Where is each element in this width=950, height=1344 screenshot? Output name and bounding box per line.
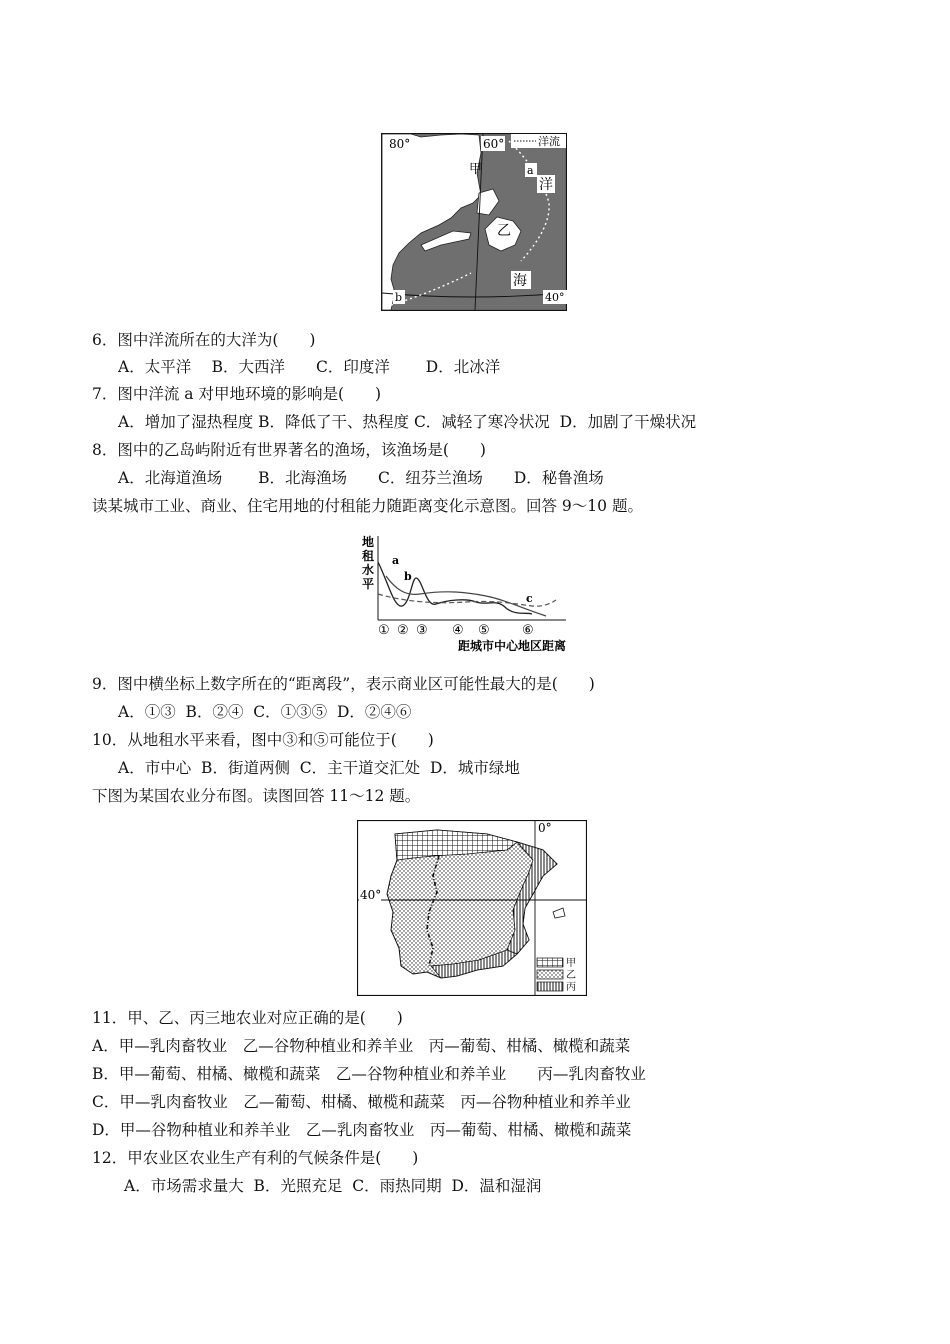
question-6-stem: 6．图中洋流所在的大洋为( ) bbox=[92, 331, 316, 349]
question-8-stem: 8．图中的乙岛屿附近有世界著名的渔场，该渔场是( ) bbox=[92, 441, 486, 459]
question-9-stem: 9．图中横坐标上数字所在的“距离段”，表示商业区可能性最大的是( ) bbox=[92, 675, 595, 693]
legend-bing: 丙 bbox=[566, 982, 576, 993]
label-hai: 海 bbox=[513, 273, 527, 289]
land-rent-chart bbox=[356, 532, 596, 656]
agriculture-map bbox=[357, 820, 587, 996]
label-jia: 甲 bbox=[469, 162, 483, 177]
lat-40-label-map2: 40° bbox=[360, 888, 382, 902]
intro-questions-9-10: 读某城市工业、商业、住宅用地的付租能力随距离变化示意图。回答 9～10 题。 bbox=[92, 497, 643, 515]
question-11-option-a: A．甲—乳肉畜牧业 乙—谷物种植业和养羊业 丙—葡萄、柑橘、橄榄和蔬菜 bbox=[92, 1037, 631, 1055]
series-label-b: b bbox=[404, 570, 412, 583]
lon-80-label: 80° bbox=[389, 137, 411, 151]
x-tick-3: ③ bbox=[416, 623, 428, 638]
question-7-options: A．增加了湿热程度 B．降低了干、热程度 C．减轻了寒冷状况 D．加剧了干燥状况 bbox=[118, 413, 697, 431]
label-yang: 洋 bbox=[539, 177, 553, 193]
question-6-options: A．太平洋 B．大西洋 C．印度洋 D．北冰洋 bbox=[118, 358, 501, 376]
lon-60-label: 60° bbox=[483, 137, 505, 151]
y-label-char-3: 水 bbox=[362, 563, 375, 577]
question-11-option-b: B．甲—葡萄、柑橘、橄榄和蔬菜 乙—谷物种植业和养羊业 丙—乳肉畜牧业 bbox=[92, 1065, 646, 1083]
y-label-char-2: 租 bbox=[362, 549, 375, 563]
question-11-option-d: D．甲—谷物种植业和养羊业 乙—乳肉畜牧业 丙—葡萄、柑橘、橄榄和蔬菜 bbox=[92, 1121, 632, 1139]
x-tick-5: ⑤ bbox=[478, 623, 490, 638]
question-10-stem: 10．从地租水平来看，图中③和⑤可能位于( ) bbox=[92, 731, 434, 749]
x-axis-label: 距城市中心地区距离 bbox=[458, 639, 567, 653]
question-11-option-c: C．甲—乳肉畜牧业 乙—葡萄、柑橘、橄榄和蔬菜 丙—谷物种植业和养羊业 bbox=[92, 1093, 631, 1111]
question-7-stem: 7．图中洋流 a 对甲地环境的影响是( ) bbox=[92, 385, 382, 403]
x-tick-6: ⑥ bbox=[522, 623, 534, 638]
label-yi: 乙 bbox=[497, 223, 511, 239]
x-tick-4: ④ bbox=[452, 623, 464, 638]
question-8-options: A．北海道渔场 B．北海渔场 C．纽芬兰渔场 D．秘鲁渔场 bbox=[118, 469, 604, 487]
question-12-stem: 12．甲农业区农业生产有利的气候条件是( ) bbox=[92, 1149, 419, 1167]
legend-current-label: 洋流 bbox=[538, 135, 560, 148]
ocean-current-map bbox=[381, 133, 567, 311]
y-label-char-4: 平 bbox=[362, 577, 375, 591]
question-11-stem: 11．甲、乙、丙三地农业对应正确的是( ) bbox=[92, 1009, 403, 1027]
lon-0-label: 0° bbox=[538, 821, 552, 835]
lat-40-label: 40° bbox=[545, 291, 565, 304]
y-label-char-1: 地 bbox=[362, 535, 375, 549]
question-9-options: A．①③ B．②④ C．①③⑤ D．②④⑥ bbox=[118, 703, 412, 721]
question-10-options: A．市中心 B．街道两侧 C．主干道交汇处 D．城市绿地 bbox=[118, 759, 520, 777]
series-line-a bbox=[378, 562, 532, 614]
series-label-a: a bbox=[392, 554, 400, 567]
label-a: a bbox=[527, 164, 534, 177]
x-tick-2: ② bbox=[397, 623, 409, 638]
intro-questions-11-12: 下图为某国农业分布图。读图回答 11～12 题。 bbox=[92, 787, 421, 805]
question-12-options: A．市场需求量大 B．光照充足 C．雨热同期 D．温和湿润 bbox=[124, 1177, 542, 1195]
legend-jia: 甲 bbox=[566, 958, 576, 969]
series-label-c: c bbox=[526, 592, 533, 605]
legend-yi: 乙 bbox=[566, 970, 576, 981]
x-tick-1: ① bbox=[378, 623, 390, 638]
label-b: b bbox=[395, 291, 403, 304]
